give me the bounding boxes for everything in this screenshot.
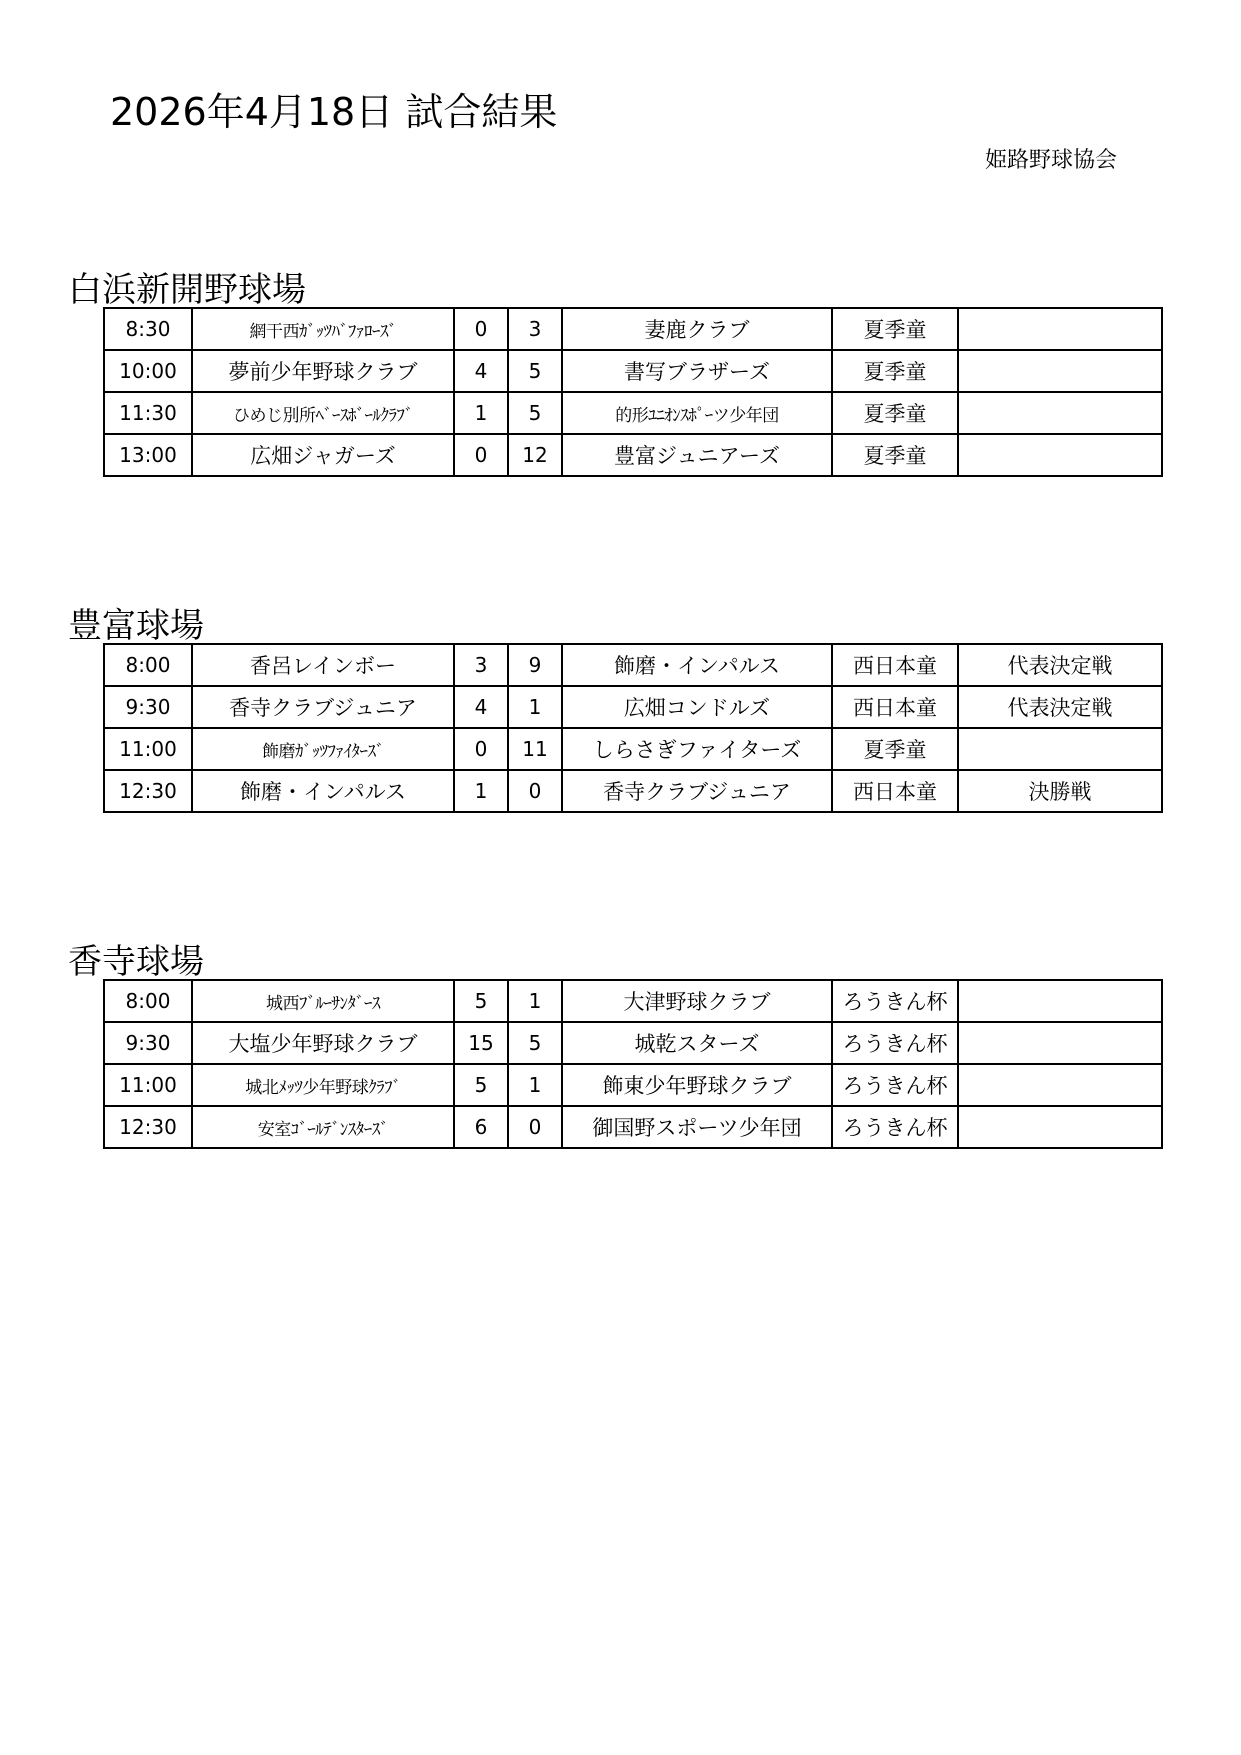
- away-team: 御国野スポーツ少年団: [562, 1106, 832, 1148]
- venue-title-shirahama: 白浜新開野球場: [68, 270, 306, 310]
- home-score: 3: [454, 644, 508, 686]
- game-time: 11:00: [104, 1064, 192, 1106]
- tournament-name: 西日本童: [832, 770, 958, 812]
- tournament-name: ろうきん杯: [832, 1022, 958, 1064]
- away-team: 的形ﾕﾆｵﾝｽﾎﾟｰツ少年団: [562, 392, 832, 434]
- home-team: 城北ﾒｯﾂ少年野球ｸﾗﾌﾞ: [192, 1064, 454, 1106]
- tournament-name: ろうきん杯: [832, 980, 958, 1022]
- away-team: 妻鹿クラブ: [562, 308, 832, 350]
- home-score: 6: [454, 1106, 508, 1148]
- home-team: 飾磨ｶﾞｯﾂﾌｧｲﾀｰｽﾞ: [192, 728, 454, 770]
- table-row: [104, 434, 1162, 476]
- home-score: 5: [454, 1064, 508, 1106]
- away-team: 飾磨・インパルス: [562, 644, 832, 686]
- game-time: 11:00: [104, 728, 192, 770]
- away-score: 5: [508, 392, 562, 434]
- game-note: 決勝戦: [958, 770, 1162, 812]
- home-team: 香寺クラブジュニア: [192, 686, 454, 728]
- home-team: ひめじ別所ﾍﾞｰｽﾎﾞｰﾙｸﾗﾌﾞ: [192, 392, 454, 434]
- table-row: [104, 392, 1162, 434]
- table-row: [104, 980, 1162, 1022]
- game-note: [958, 1022, 1162, 1064]
- table-row: [104, 728, 1162, 770]
- results-table-shirahama: [103, 307, 1163, 477]
- away-score: 0: [508, 770, 562, 812]
- home-score: 0: [454, 728, 508, 770]
- home-team: 広畑ジャガーズ: [192, 434, 454, 476]
- organization-name: 姫路野球協会: [985, 148, 1118, 173]
- home-team: 香呂レインボー: [192, 644, 454, 686]
- home-score: 15: [454, 1022, 508, 1064]
- table-row: [104, 644, 1162, 686]
- home-team: 飾磨・インパルス: [192, 770, 454, 812]
- home-score: 5: [454, 980, 508, 1022]
- game-note: [958, 1064, 1162, 1106]
- tournament-name: 夏季童: [832, 434, 958, 476]
- away-score: 1: [508, 1064, 562, 1106]
- home-score: 0: [454, 434, 508, 476]
- game-note: [958, 350, 1162, 392]
- tournament-name: 夏季童: [832, 308, 958, 350]
- game-time: 8:00: [104, 644, 192, 686]
- away-score: 9: [508, 644, 562, 686]
- venue-title-toyotomi: 豊富球場: [68, 606, 204, 646]
- game-note: [958, 308, 1162, 350]
- home-team: 夢前少年野球クラブ: [192, 350, 454, 392]
- tournament-name: 夏季童: [832, 728, 958, 770]
- home-score: 4: [454, 350, 508, 392]
- table-row: [104, 350, 1162, 392]
- table-row: [104, 1106, 1162, 1148]
- home-team: 網干西ｶﾞｯﾂﾊﾞﾌｧﾛｰｽﾞ: [192, 308, 454, 350]
- away-team: 広畑コンドルズ: [562, 686, 832, 728]
- home-score: 4: [454, 686, 508, 728]
- away-score: 1: [508, 686, 562, 728]
- venue-title-kodera: 香寺球場: [68, 942, 204, 982]
- away-score: 0: [508, 1106, 562, 1148]
- tournament-name: 西日本童: [832, 644, 958, 686]
- game-note: [958, 728, 1162, 770]
- results-table-toyotomi: [103, 643, 1163, 813]
- tournament-name: 夏季童: [832, 350, 958, 392]
- game-note: [958, 434, 1162, 476]
- table-row: [104, 1064, 1162, 1106]
- page-title: 2026年4月18日 試合結果: [110, 90, 558, 134]
- game-time: 9:30: [104, 686, 192, 728]
- game-note: 代表決定戦: [958, 686, 1162, 728]
- away-score: 5: [508, 350, 562, 392]
- table-row: [104, 770, 1162, 812]
- away-team: 豊富ジュニアーズ: [562, 434, 832, 476]
- home-score: 1: [454, 770, 508, 812]
- tournament-name: ろうきん杯: [832, 1064, 958, 1106]
- away-team: 香寺クラブジュニア: [562, 770, 832, 812]
- away-team: しらさぎファイターズ: [562, 728, 832, 770]
- game-time: 12:30: [104, 770, 192, 812]
- home-score: 0: [454, 308, 508, 350]
- away-team: 飾東少年野球クラブ: [562, 1064, 832, 1106]
- away-score: 5: [508, 1022, 562, 1064]
- home-score: 1: [454, 392, 508, 434]
- tournament-name: 西日本童: [832, 686, 958, 728]
- table-row: [104, 686, 1162, 728]
- away-team: 大津野球クラブ: [562, 980, 832, 1022]
- away-score: 12: [508, 434, 562, 476]
- results-table-kodera: [103, 979, 1163, 1149]
- home-team: 安室ｺﾞｰﾙﾃﾞﾝｽﾀｰｽﾞ: [192, 1106, 454, 1148]
- tournament-name: 夏季童: [832, 392, 958, 434]
- away-score: 1: [508, 980, 562, 1022]
- game-time: 12:30: [104, 1106, 192, 1148]
- home-team: 城西ﾌﾞﾙｰｻﾝﾀﾞｰｽ: [192, 980, 454, 1022]
- away-score: 11: [508, 728, 562, 770]
- game-time: 9:30: [104, 1022, 192, 1064]
- table-row: [104, 308, 1162, 350]
- away-team: 城乾スターズ: [562, 1022, 832, 1064]
- home-team: 大塩少年野球クラブ: [192, 1022, 454, 1064]
- game-time: 13:00: [104, 434, 192, 476]
- game-time: 10:00: [104, 350, 192, 392]
- table-row: [104, 1022, 1162, 1064]
- game-note: [958, 392, 1162, 434]
- game-time: 8:00: [104, 980, 192, 1022]
- away-team: 書写ブラザーズ: [562, 350, 832, 392]
- game-time: 11:30: [104, 392, 192, 434]
- game-note: 代表決定戦: [958, 644, 1162, 686]
- away-score: 3: [508, 308, 562, 350]
- tournament-name: ろうきん杯: [832, 1106, 958, 1148]
- game-note: [958, 980, 1162, 1022]
- game-note: [958, 1106, 1162, 1148]
- game-time: 8:30: [104, 308, 192, 350]
